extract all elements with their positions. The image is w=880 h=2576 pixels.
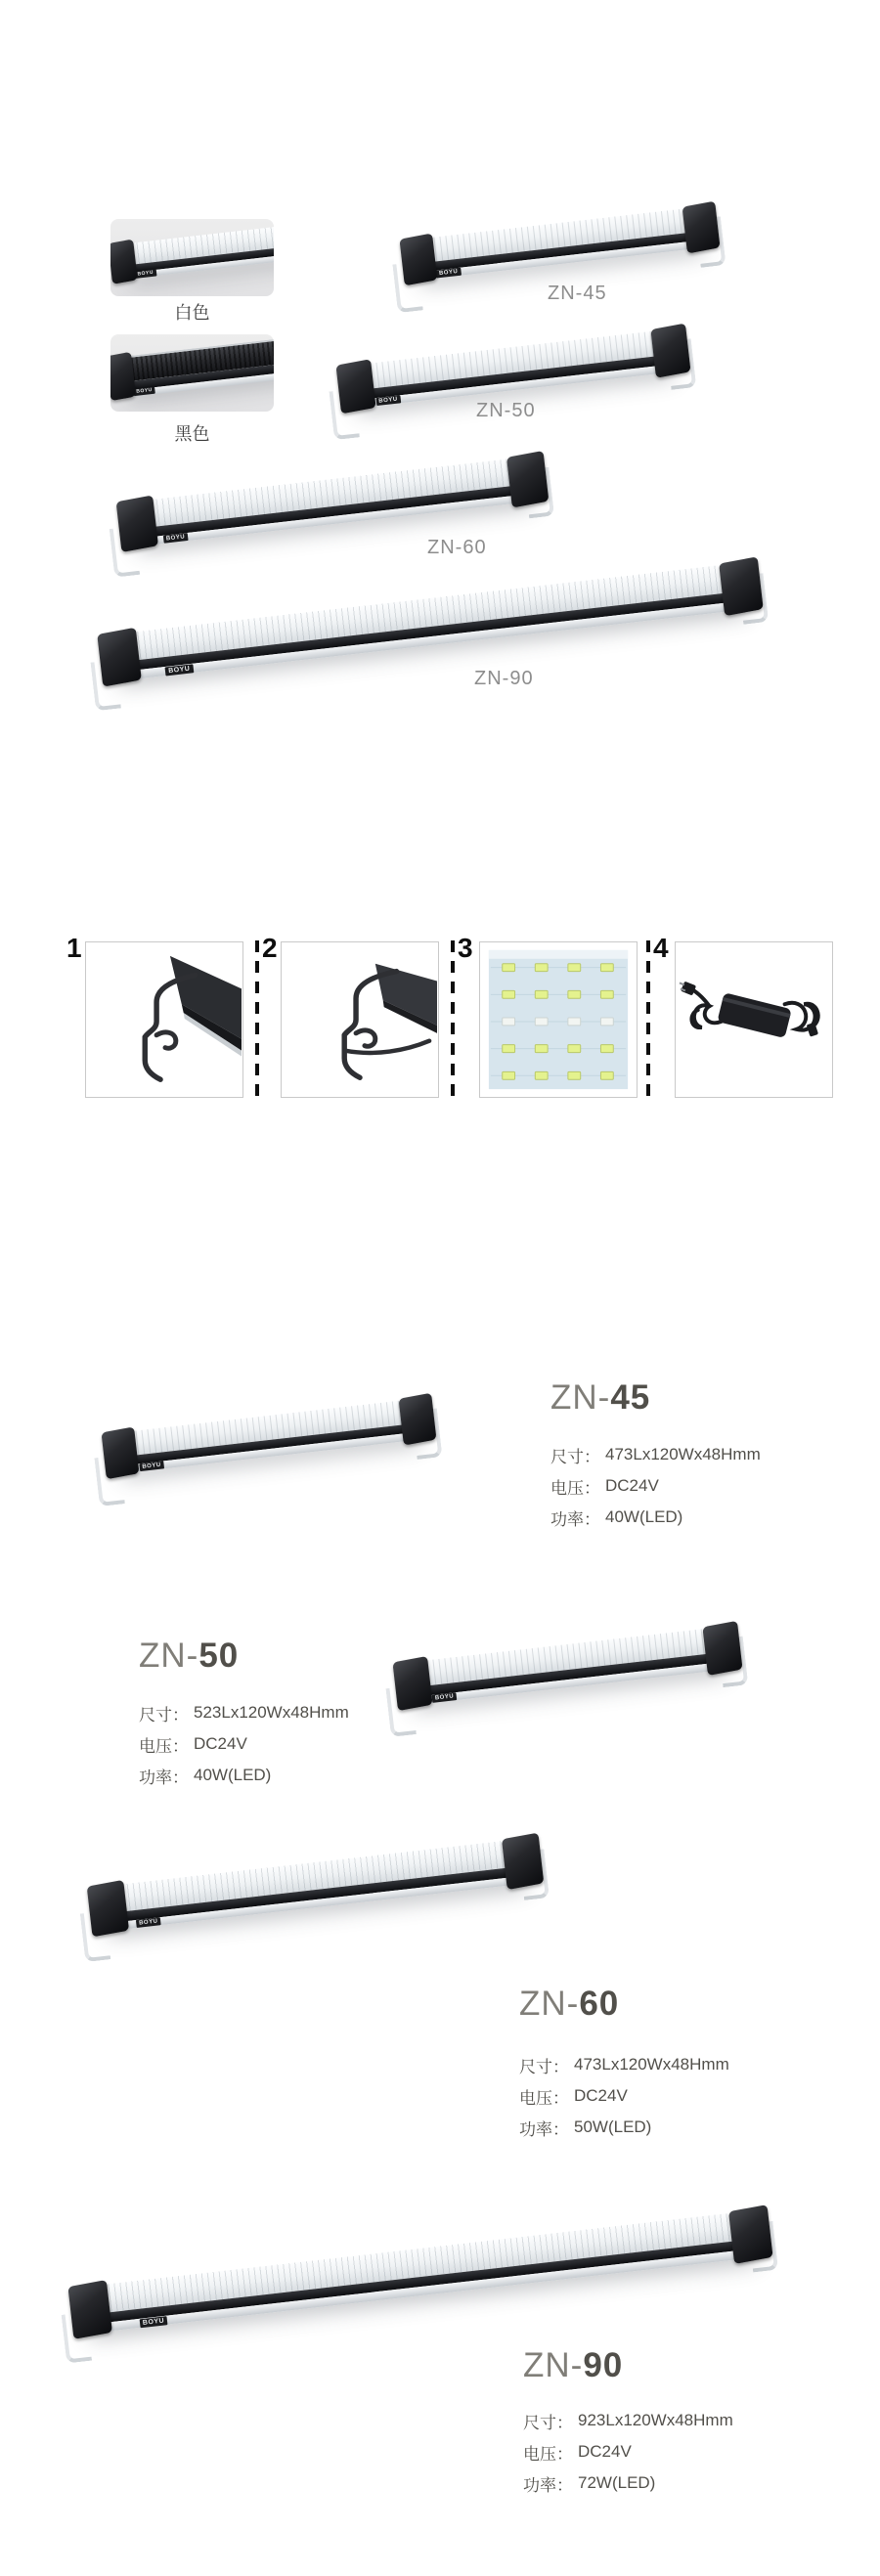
spec-value: 40W(LED) (605, 1507, 683, 1526)
accessory-number-4: 4 (653, 933, 669, 963)
accessory-box-bracket (281, 941, 439, 1098)
model-number: 50 (198, 1637, 240, 1675)
lamp-body (110, 334, 274, 397)
black-lamp-photo (112, 346, 274, 396)
brand-logo: BOYU (133, 387, 155, 396)
accessory-number-2: 2 (262, 933, 278, 963)
power-adapter-icon (676, 942, 832, 1097)
product-title-zn90 (523, 2348, 623, 2382)
spec-label: 电压： (139, 1736, 189, 1756)
end-cap (399, 1393, 437, 1446)
lineup-label-zn45: ZN-45 (548, 283, 607, 304)
detail-photo-zn45 (108, 1416, 430, 1471)
bracket-with-lamp-icon (86, 942, 242, 1097)
accessory-box-power-adapter (675, 941, 833, 1098)
spec-value: DC24V (605, 1476, 659, 1495)
dashed-divider (646, 940, 650, 1097)
lineup-label-zn60: ZN-60 (427, 537, 487, 558)
spec-value: 40W(LED) (194, 1766, 272, 1784)
detail-photo-zn50 (399, 1644, 736, 1702)
spec-list-zn45 (550, 1439, 761, 1533)
brand-logo: BOYU (436, 268, 462, 279)
spec-label: 功率： (139, 1768, 189, 1787)
lineup-photo-zn45 (406, 223, 714, 278)
end-cap (399, 234, 437, 286)
end-cap (116, 495, 158, 552)
spec-row-size (519, 2049, 729, 2080)
lineup-photo-zn90 (103, 598, 758, 675)
variant-thumb-black (110, 334, 274, 412)
end-cap (719, 556, 764, 616)
product-title-zn50 (139, 1638, 239, 1673)
brand-logo: BOYU (162, 533, 188, 544)
lamp-body (107, 1397, 432, 1474)
dashed-divider (451, 940, 455, 1097)
lineup-photo-zn60 (122, 479, 543, 543)
variant-label-black: 黑色 (174, 424, 210, 444)
brand-logo: BOYU (139, 2316, 167, 2328)
end-cap (335, 359, 375, 414)
lineup-photo-zn50 (342, 347, 684, 405)
spec-label: 尺寸： (550, 1447, 600, 1466)
detail-photo-zn90 (73, 2249, 768, 2327)
spec-row-voltage (519, 2080, 729, 2112)
spec-value: DC24V (194, 1734, 247, 1753)
product-title-zn45 (550, 1380, 650, 1415)
spec-label: 电压： (550, 1478, 600, 1498)
spec-label: 尺寸： (139, 1705, 189, 1725)
spec-row-power (519, 2112, 729, 2143)
spec-value: DC24V (574, 2086, 628, 2105)
spec-label: 尺寸： (519, 2057, 569, 2076)
end-cap (97, 628, 142, 687)
spec-row-voltage (139, 1728, 349, 1760)
spec-row-power (550, 1502, 761, 1533)
lineup-label-zn90: ZN-90 (474, 668, 534, 689)
lamp-body (102, 561, 758, 682)
spec-label: 功率： (550, 1509, 600, 1529)
lamp-body (121, 456, 544, 547)
variant-thumb-white (110, 219, 274, 296)
spec-label: 功率： (519, 2119, 569, 2139)
brand-logo: BOYU (432, 1692, 458, 1703)
end-cap (506, 451, 549, 508)
mounting-bracket-icon (282, 942, 438, 1097)
spec-value: 473Lx120Wx48Hmm (574, 2055, 729, 2074)
accessory-number-3: 3 (458, 933, 473, 963)
lineup-label-zn50: ZN-50 (476, 400, 536, 421)
end-cap (87, 1880, 129, 1938)
spec-label: 功率： (523, 2475, 573, 2495)
model-number: 45 (610, 1378, 651, 1417)
detail-photo-zn60 (93, 1862, 538, 1927)
end-cap (67, 2280, 112, 2339)
spec-value: 523Lx120Wx48Hmm (194, 1703, 349, 1722)
end-cap (650, 324, 690, 378)
lamp-body (405, 205, 716, 281)
white-lamp-photo (114, 234, 274, 278)
lamp-body (113, 223, 274, 281)
brand-logo: BOYU (136, 1917, 161, 1928)
model-number: 90 (583, 2346, 624, 2384)
spec-row-size (550, 1439, 761, 1470)
spec-row-voltage (550, 1470, 761, 1502)
spec-row-power (139, 1760, 349, 1791)
spec-row-power (523, 2467, 733, 2499)
spec-value: DC24V (578, 2442, 632, 2461)
spec-list-zn90 (523, 2405, 733, 2499)
spec-label: 尺寸： (523, 2413, 573, 2432)
product-title-zn60 (519, 1987, 619, 2021)
spec-label: 电压： (519, 2088, 569, 2108)
spec-row-size (523, 2405, 733, 2436)
spec-row-size (139, 1697, 349, 1728)
model-prefix: ZN- (139, 1637, 199, 1675)
brand-logo: BOYU (165, 664, 194, 676)
end-cap (102, 1426, 140, 1479)
model-prefix: ZN- (519, 1985, 580, 2023)
spec-row-voltage (523, 2436, 733, 2467)
model-prefix: ZN- (523, 2346, 584, 2384)
brand-logo: BOYU (134, 269, 156, 278)
spec-value: 72W(LED) (578, 2473, 656, 2492)
spec-value: 473Lx120Wx48Hmm (605, 1445, 761, 1463)
spec-list-zn50 (139, 1697, 349, 1791)
model-prefix: ZN- (550, 1378, 611, 1417)
end-cap (702, 1621, 742, 1676)
end-cap (502, 1833, 544, 1891)
led-panel-icon (480, 942, 637, 1097)
lamp-body (73, 2209, 769, 2335)
spec-list-zn60 (519, 2049, 729, 2143)
variant-label-white: 白色 (174, 303, 210, 323)
end-cap (110, 239, 138, 284)
accessory-box-led-panel (479, 941, 638, 1098)
accessory-number-1: 1 (66, 933, 82, 963)
spec-label: 电压： (523, 2444, 573, 2464)
spec-value: 50W(LED) (574, 2118, 652, 2136)
end-cap (682, 201, 721, 254)
brand-logo: BOYU (139, 1462, 164, 1472)
lamp-body (92, 1837, 539, 1932)
accessory-box-bracket-lamp (85, 941, 243, 1098)
end-cap (728, 2205, 773, 2264)
lamp-body (398, 1626, 738, 1707)
end-cap (392, 1656, 432, 1711)
dashed-divider (255, 940, 259, 1097)
brand-logo: BOYU (375, 395, 401, 406)
lamp-body (341, 327, 686, 409)
spec-value: 923Lx120Wx48Hmm (578, 2411, 733, 2429)
model-number: 60 (579, 1985, 620, 2023)
